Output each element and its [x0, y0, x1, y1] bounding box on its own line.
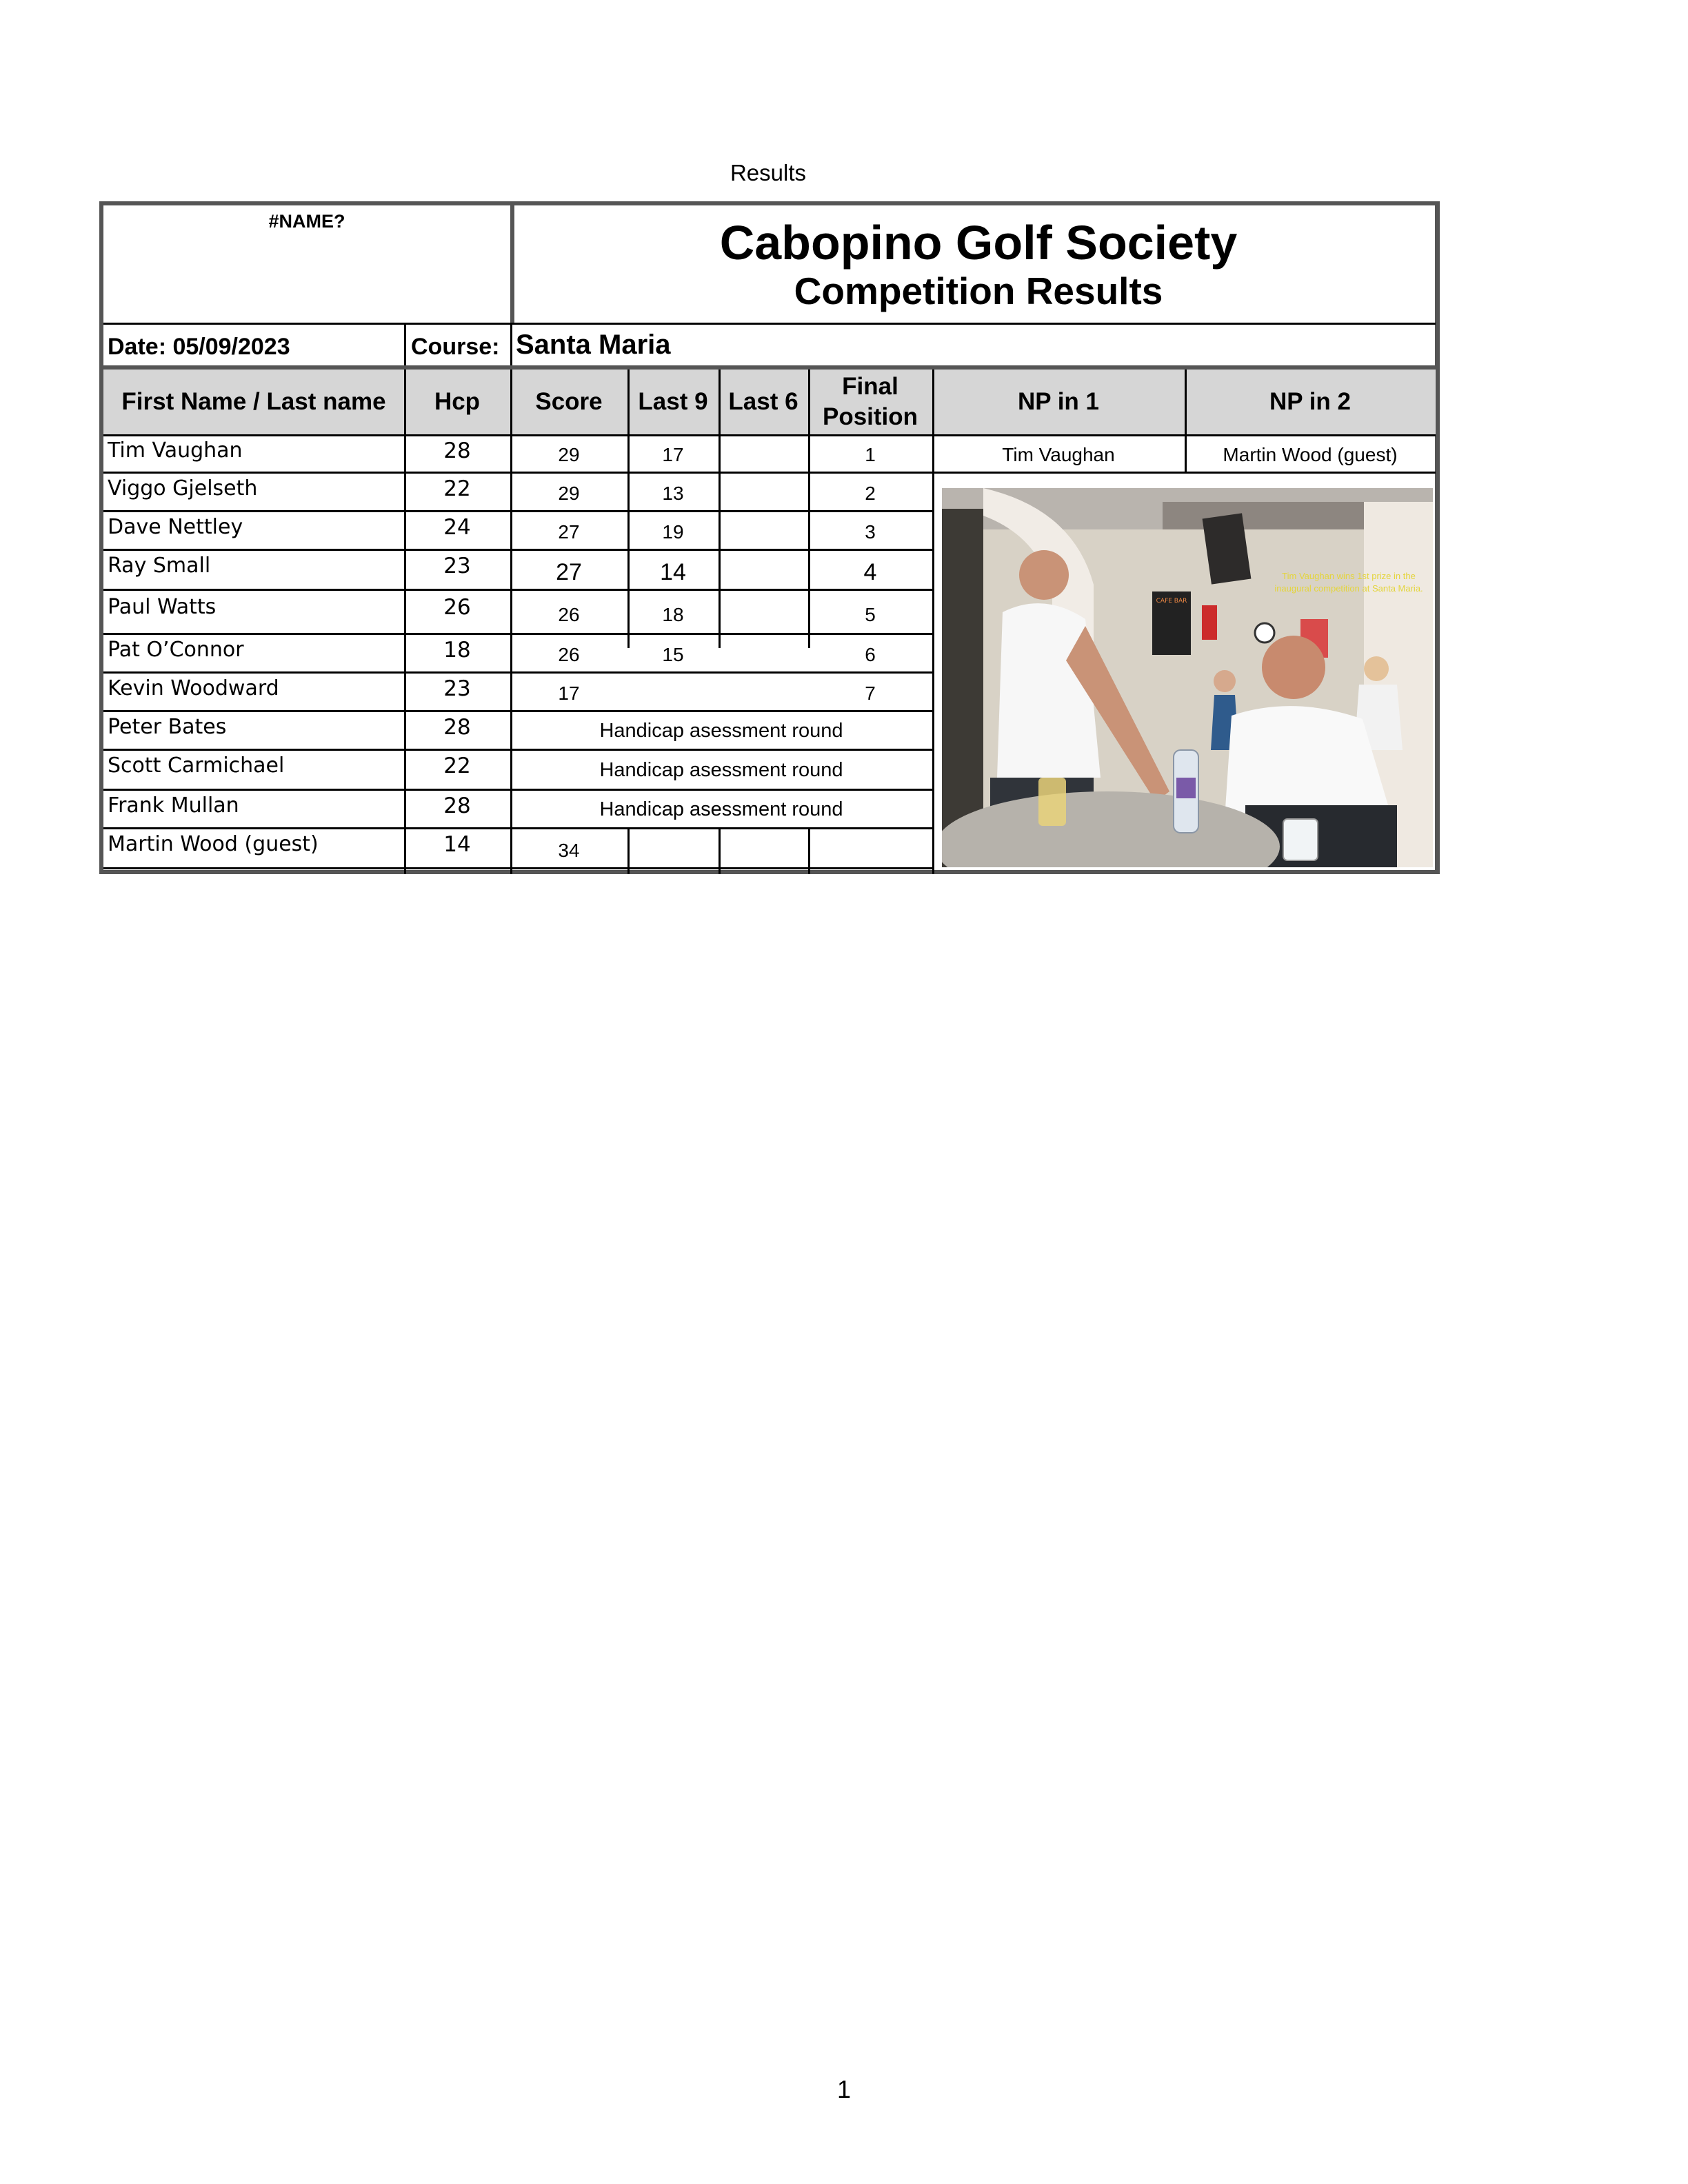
player-hcp: 18 — [443, 638, 471, 663]
page-number: 1 — [836, 2075, 852, 2103]
column-header-last9: Last 9 — [638, 388, 708, 415]
player-position: 2 — [865, 483, 876, 504]
player-last6 — [719, 553, 808, 592]
player-score: 27 — [558, 521, 580, 543]
divider — [510, 323, 512, 365]
player-hcp: 24 — [443, 515, 471, 540]
player-hcp: 26 — [443, 595, 471, 620]
player-position: 5 — [865, 604, 876, 625]
photo-illustration — [942, 488, 1433, 867]
player-last9: 18 — [662, 604, 684, 625]
column-header-hcp: Hcp — [434, 388, 481, 415]
player-score: 26 — [558, 604, 580, 625]
player-last9: 17 — [662, 444, 684, 465]
player-last9: 15 — [662, 644, 684, 665]
society-title: Cabopino Golf Society — [719, 216, 1238, 270]
player-hcp: 23 — [443, 554, 471, 578]
player-name: Frank Mullan — [108, 793, 239, 818]
player-score: 34 — [558, 840, 580, 861]
player-position: 4 — [863, 558, 877, 585]
assessment-note: Handicap asessment round — [599, 758, 843, 781]
player-position: 6 — [865, 644, 876, 665]
award-photo — [942, 488, 1433, 867]
np1-winner: Tim Vaughan — [1002, 444, 1115, 465]
np2-winner: Martin Wood (guest) — [1223, 444, 1398, 465]
player-hcp: 28 — [443, 438, 471, 463]
player-name: Viggo Gjelseth — [108, 476, 258, 501]
column-header-score: Score — [535, 388, 603, 415]
player-position: 7 — [865, 682, 876, 704]
player-name: Peter Bates — [108, 715, 227, 739]
column-header-np2: NP in 2 — [1269, 388, 1351, 415]
player-hcp: 14 — [443, 832, 471, 857]
player-name: Tim Vaughan — [108, 438, 243, 463]
course-label: Course: — [411, 334, 500, 360]
player-last9: 13 — [662, 483, 684, 504]
divider — [103, 323, 1436, 325]
player-position: 1 — [865, 444, 876, 465]
player-hcp: 22 — [443, 476, 471, 501]
player-score: 26 — [558, 644, 580, 665]
player-name: Pat O’Connor — [108, 638, 244, 662]
player-hcp: 28 — [443, 793, 471, 818]
player-name: Martin Wood (guest) — [108, 832, 319, 856]
player-name: Scott Carmichael — [108, 754, 285, 778]
column-header-np1: NP in 1 — [1017, 388, 1099, 415]
sheet-title: Results — [730, 160, 807, 185]
player-last6 — [719, 476, 808, 512]
player-last6 — [719, 596, 808, 634]
course-name: Santa Maria — [516, 330, 671, 360]
column-header-name: First Name / Last name — [121, 388, 386, 415]
name-error-cell: #NAME? — [268, 211, 345, 232]
player-last9 — [627, 833, 719, 869]
bar-sign: CAFE BAR — [1156, 598, 1187, 605]
player-name: Ray Small — [108, 554, 211, 578]
player-hcp: 23 — [443, 676, 471, 701]
player-last6 — [719, 637, 808, 673]
assessment-note: Handicap asessment round — [599, 719, 843, 742]
player-last6 — [719, 514, 808, 550]
player-hcp: 22 — [443, 754, 471, 778]
player-position — [808, 833, 932, 869]
player-name: Kevin Woodward — [108, 676, 279, 700]
player-last6 — [719, 833, 808, 869]
player-name: Dave Nettley — [108, 515, 243, 539]
player-last6 — [719, 437, 808, 473]
assessment-note: Handicap asessment round — [599, 798, 843, 820]
column-header-row — [103, 370, 1436, 434]
player-last6 — [719, 676, 808, 711]
photo-caption-1: Tim Vaughan wins 1st prize in the — [1282, 571, 1416, 581]
player-position: 3 — [865, 521, 876, 543]
column-header-last6: Last 6 — [728, 388, 798, 415]
divider — [510, 205, 514, 325]
player-name: Paul Watts — [108, 595, 217, 619]
player-score: 27 — [556, 558, 582, 585]
player-score: 29 — [558, 444, 580, 465]
player-last9 — [627, 676, 719, 711]
player-hcp: 28 — [443, 715, 471, 740]
player-last9: 14 — [660, 558, 686, 585]
results-table — [99, 201, 1440, 874]
player-score: 17 — [558, 682, 580, 704]
column-header-final-position: Final Position — [822, 373, 918, 430]
player-last9: 19 — [662, 521, 684, 543]
divider — [404, 323, 406, 365]
date-label: Date: 05/09/2023 — [108, 334, 290, 360]
competition-subtitle: Competition Results — [794, 270, 1163, 312]
player-score: 29 — [558, 483, 580, 504]
photo-caption-2: inaugural competition at Santa Maria. — [1274, 583, 1423, 594]
